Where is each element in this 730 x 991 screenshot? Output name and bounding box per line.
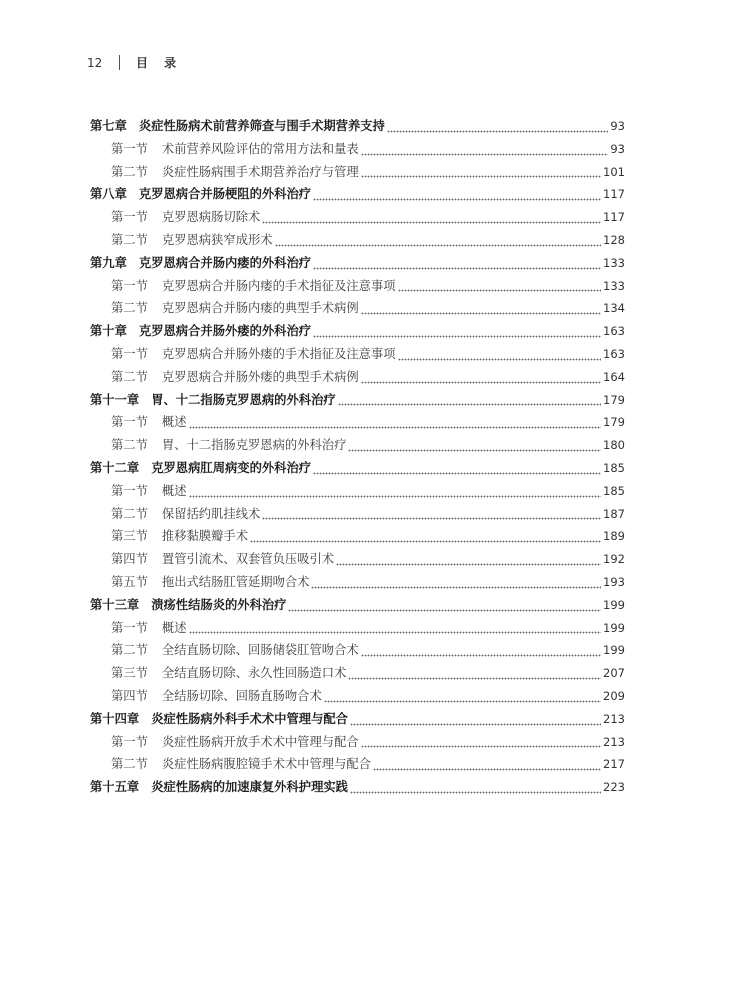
- dot-leader: [313, 257, 601, 270]
- toc-section-entry[interactable]: [90, 343, 625, 366]
- entry-page-number: 192: [603, 552, 625, 567]
- dot-leader: [275, 234, 601, 247]
- toc-chapter-entry[interactable]: [90, 252, 625, 275]
- running-header: [87, 54, 182, 71]
- entry-page-number: 180: [603, 438, 625, 453]
- dot-leader: [398, 348, 601, 361]
- toc-chapter-entry[interactable]: [90, 115, 625, 138]
- entry-page-number: 189: [603, 529, 625, 544]
- entry-title: 克罗恩病合并肠内瘘的手术指征及注意事项: [161, 278, 396, 293]
- entry-title: 概述: [161, 415, 187, 430]
- entry-page-number: 199: [603, 620, 625, 635]
- dot-leader: [348, 667, 601, 680]
- dot-leader: [189, 622, 602, 635]
- entry-page-number: 179: [603, 392, 625, 407]
- entry-title: 全结肠切除、回肠直肠吻合术: [161, 688, 322, 703]
- entry-title: 胃、十二指肠克罗恩病的外科治疗: [161, 438, 347, 453]
- entry-number: 第三节: [111, 666, 148, 681]
- dot-leader: [313, 188, 601, 201]
- dot-leader: [313, 325, 601, 338]
- entry-page-number: 199: [603, 643, 625, 658]
- dot-leader: [288, 599, 601, 612]
- entry-title: 克罗恩病合并肠外瘘的典型手术病例: [161, 369, 359, 384]
- entry-title: 炎症性肠病外科手术术中管理与配合: [151, 711, 348, 726]
- entry-page-number: 187: [603, 506, 625, 521]
- toc-chapter-entry[interactable]: [90, 320, 625, 343]
- entry-number: 第八章: [90, 187, 127, 202]
- toc-chapter-entry[interactable]: [90, 776, 625, 799]
- entry-title: 保留括约肌挂线术: [161, 506, 261, 521]
- entry-title: 炎症性肠病围手术期营养治疗与管理: [161, 164, 359, 179]
- toc-section-entry[interactable]: [90, 138, 625, 161]
- toc-section-entry[interactable]: [90, 571, 625, 594]
- entry-number: 第三节: [111, 529, 148, 544]
- entry-page-number: 199: [603, 597, 625, 612]
- toc-section-entry[interactable]: [90, 161, 625, 184]
- entry-page-number: 163: [603, 346, 625, 361]
- dot-leader: [387, 120, 609, 133]
- entry-number: 第二节: [111, 301, 148, 316]
- toc-section-entry[interactable]: [90, 662, 625, 685]
- entry-number: 第一节: [111, 278, 148, 293]
- dot-leader: [350, 781, 601, 794]
- entry-title: 炎症性肠病腹腔镜手术术中管理与配合: [161, 757, 371, 772]
- toc-section-entry[interactable]: [90, 753, 625, 776]
- entry-number: 第四节: [111, 688, 148, 703]
- entry-number: 第十章: [90, 324, 127, 339]
- toc-chapter-entry[interactable]: [90, 594, 625, 617]
- dot-leader: [361, 644, 601, 657]
- dot-leader: [361, 736, 601, 749]
- dot-leader: [311, 576, 601, 589]
- entry-number: 第一节: [111, 415, 148, 430]
- entry-number: 第二节: [111, 369, 148, 384]
- entry-number: 第二节: [111, 164, 148, 179]
- header-divider: [119, 55, 120, 70]
- dot-leader: [262, 211, 601, 224]
- dot-leader: [398, 280, 601, 293]
- entry-number: 第二节: [111, 643, 148, 658]
- entry-number: 第二节: [111, 232, 148, 247]
- entry-page-number: 163: [603, 324, 625, 339]
- entry-number: 第二节: [111, 757, 148, 772]
- entry-title: 克罗恩病合并肠梗阻的外科治疗: [138, 187, 312, 202]
- dot-leader: [361, 166, 601, 179]
- entry-title: 置管引流术、双套管负压吸引术: [161, 552, 335, 567]
- entry-page-number: 223: [603, 780, 625, 795]
- dot-leader: [250, 530, 601, 543]
- entry-page-number: 209: [603, 688, 625, 703]
- entry-page-number: 134: [603, 301, 625, 316]
- entry-page-number: 213: [603, 734, 625, 749]
- entry-page-number: 179: [603, 415, 625, 430]
- toc-section-entry[interactable]: [90, 275, 625, 298]
- entry-title: 克罗恩病合并肠内瘘的典型手术病例: [161, 301, 359, 316]
- table-of-contents: [90, 115, 625, 799]
- entry-title: 克罗恩病合并肠外瘘的手术指征及注意事项: [161, 346, 396, 361]
- entry-title: 克罗恩病狭窄成形术: [161, 232, 273, 247]
- dot-leader: [189, 416, 602, 429]
- entry-number: 第十五章: [90, 780, 140, 795]
- entry-title: 克罗恩病合并肠内瘘的外科治疗: [138, 255, 312, 270]
- dot-leader: [262, 508, 601, 521]
- entry-number: 第十三章: [90, 597, 140, 612]
- toc-section-entry[interactable]: [90, 480, 625, 503]
- entry-page-number: 93: [610, 119, 625, 133]
- entry-page-number: 217: [603, 757, 625, 772]
- entry-title: 克罗恩病肠切除术: [161, 210, 261, 225]
- toc-section-entry[interactable]: [90, 411, 625, 434]
- entry-number: 第一节: [111, 141, 148, 156]
- entry-title: 推移黏膜瓣手术: [161, 529, 248, 544]
- entry-title: 全结直肠切除、永久性回肠造口术: [161, 666, 347, 681]
- entry-page-number: 164: [603, 369, 625, 384]
- entry-number: 第四节: [111, 552, 148, 567]
- toc-chapter-entry[interactable]: [90, 183, 625, 206]
- entry-page-number: 213: [603, 711, 625, 726]
- entry-title: 炎症性肠病的加速康复外科护理实践: [151, 780, 348, 795]
- entry-number: 第一节: [111, 346, 148, 361]
- dot-leader: [361, 371, 601, 384]
- entry-title: 概述: [161, 620, 187, 635]
- entry-page-number: 207: [603, 666, 625, 681]
- entry-page-number: 185: [603, 460, 625, 475]
- entry-number: 第一节: [111, 210, 148, 225]
- entry-number: 第二节: [111, 506, 148, 521]
- entry-page-number: 93: [610, 141, 625, 156]
- entry-title: 溃疡性结肠炎的外科治疗: [151, 597, 287, 612]
- entry-title: 炎症性肠病术前营养筛查与围手术期营养支持: [138, 119, 385, 133]
- toc-section-entry[interactable]: [90, 525, 625, 548]
- toc-section-entry[interactable]: [90, 297, 625, 320]
- entry-title: 克罗恩病肛周病变的外科治疗: [151, 460, 312, 475]
- dot-leader: [348, 439, 601, 452]
- entry-page-number: 185: [603, 483, 625, 498]
- entry-number: 第五节: [111, 574, 148, 589]
- toc-section-entry[interactable]: [90, 731, 625, 754]
- entry-number: 第七章: [90, 119, 127, 133]
- entry-number: 第一节: [111, 483, 148, 498]
- dot-leader: [361, 143, 609, 156]
- entry-page-number: 133: [603, 278, 625, 293]
- entry-title: 概述: [161, 483, 187, 498]
- entry-title: 全结直肠切除、回肠储袋肛管吻合术: [161, 643, 359, 658]
- entry-title: 炎症性肠病开放手术术中管理与配合: [161, 734, 359, 749]
- entry-page-number: 193: [603, 574, 625, 589]
- toc-section-entry[interactable]: [90, 617, 625, 640]
- dot-leader: [361, 302, 601, 315]
- dot-leader: [189, 485, 602, 498]
- toc-section-entry[interactable]: [90, 685, 625, 708]
- entry-page-number: 128: [603, 232, 625, 247]
- toc-section-entry[interactable]: [90, 366, 625, 389]
- entry-title: 术前营养风险评估的常用方法和量表: [161, 141, 359, 156]
- toc-chapter-entry[interactable]: [90, 389, 625, 412]
- page-number: 12: [87, 55, 103, 70]
- toc-section-entry[interactable]: [90, 548, 625, 571]
- entry-page-number: 117: [603, 187, 625, 202]
- toc-section-entry[interactable]: [90, 503, 625, 526]
- entry-page-number: 133: [603, 255, 625, 270]
- dot-leader: [350, 713, 601, 726]
- entry-number: 第十二章: [90, 460, 140, 475]
- entry-title: 克罗恩病合并肠外瘘的外科治疗: [138, 324, 312, 339]
- dot-leader: [336, 553, 601, 566]
- entry-number: 第十一章: [90, 392, 140, 407]
- toc-section-entry[interactable]: [90, 229, 625, 252]
- entry-title: 拖出式结肠肛管延期吻合术: [161, 574, 310, 589]
- entry-page-number: 117: [603, 210, 625, 225]
- entry-number: 第十四章: [90, 711, 140, 726]
- entry-page-number: 101: [603, 164, 625, 179]
- entry-number: 第二节: [111, 438, 148, 453]
- entry-number: 第一节: [111, 620, 148, 635]
- header-title: 目 录: [136, 56, 183, 70]
- toc-section-entry[interactable]: [90, 434, 625, 457]
- toc-section-entry[interactable]: [90, 206, 625, 229]
- entry-number: 第九章: [90, 255, 127, 270]
- entry-number: 第一节: [111, 734, 148, 749]
- toc-chapter-entry[interactable]: [90, 708, 625, 731]
- toc-section-entry[interactable]: [90, 639, 625, 662]
- entry-title: 胃、十二指肠克罗恩病的外科治疗: [151, 392, 336, 407]
- dot-leader: [373, 758, 601, 771]
- dot-leader: [313, 462, 601, 475]
- dot-leader: [324, 690, 601, 703]
- toc-chapter-entry[interactable]: [90, 457, 625, 480]
- dot-leader: [338, 394, 601, 407]
